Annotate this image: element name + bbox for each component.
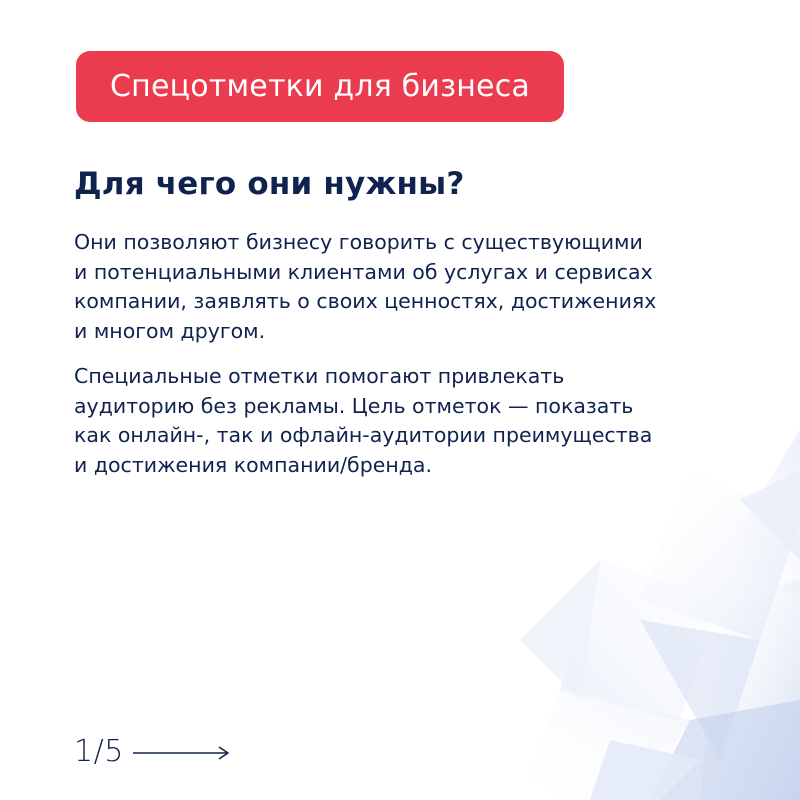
paragraph-benefits	[74, 362, 652, 480]
title-badge-label: Спецотметки для бизнеса	[110, 69, 530, 104]
arrow-right-icon[interactable]	[132, 746, 230, 760]
section-heading: Для чего они нужны?	[74, 166, 465, 202]
pagination[interactable]	[74, 734, 230, 769]
page-counter: 1/5	[74, 734, 124, 769]
paragraph-line: компании, заявлять о своих ценностях, достижениях	[74, 289, 657, 313]
paragraph-line: Специальные отметки помогают привлекать	[74, 364, 565, 388]
paragraph-purpose	[74, 228, 656, 346]
paragraph-line: и достижения компании/бренда.	[74, 452, 432, 477]
title-badge	[76, 51, 564, 122]
paragraph-line: аудиторию без рекламы. Цель отметок — показать	[74, 393, 634, 418]
paragraph-line: и потенциальными клиентами об услугах и сервисах	[74, 259, 653, 284]
paragraph-line: как онлайн-, так и офлайн-аудитории преимущества	[74, 423, 653, 447]
paragraph-line: и многом другом.	[74, 318, 266, 343]
paragraph-line: Они позволяют бизнесу говорить с существующими	[74, 230, 643, 254]
